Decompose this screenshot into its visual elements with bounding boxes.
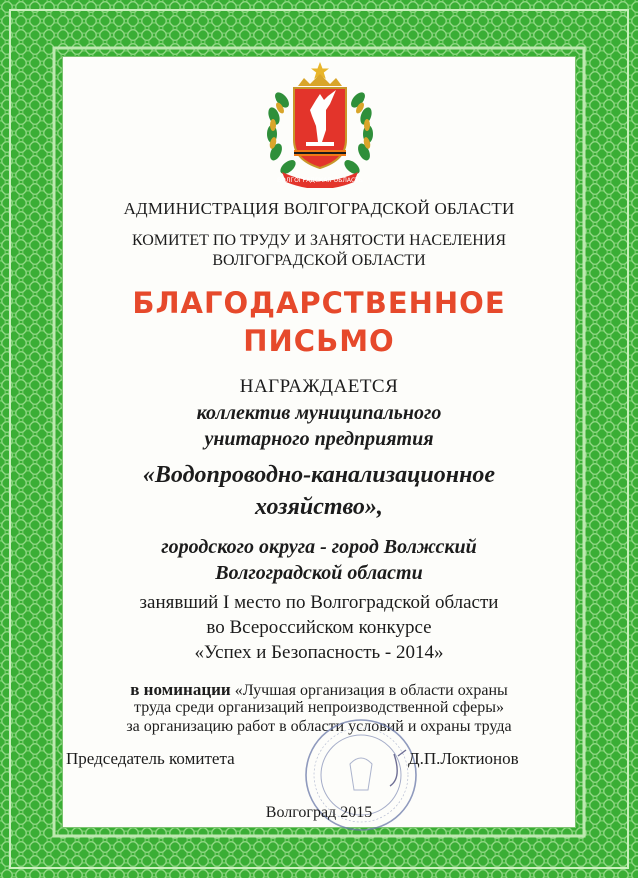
recipient-line6: Волгоградской области [215, 562, 423, 584]
nomination-line1 [62, 680, 576, 700]
svg-text:ВОЛГОГРАДСКАЯ ОБЛАСТЬ: ВОЛГОГРАДСКАЯ ОБЛАСТЬ [277, 177, 363, 184]
nomination-text-line1: «Лучшая организация в области охраны [234, 682, 508, 699]
signatory-name: Д.П.Локтионов [408, 749, 519, 768]
recipient-line5: городского округа - город Волжский [161, 536, 477, 558]
reason-line2: во Всероссийском конкурсе [206, 617, 432, 638]
recipient-line1: коллектив муниципального [196, 402, 442, 424]
administration-heading: АДМИНИСТРАЦИЯ ВОЛГОГРАДСКОЙ ОБЛАСТИ [123, 199, 515, 218]
nomination-line3: за организацию работ в области условий и охраны труда [126, 718, 512, 735]
nomination-label: в номинации [130, 680, 231, 699]
volgograd-coat-of-arms-icon [258, 60, 382, 188]
certificate-title-line1: БЛАГОДАРСТВЕННОЕ [132, 286, 506, 320]
certificate-body [62, 56, 576, 828]
place-and-year: Волгоград 2015 [265, 804, 373, 821]
awarded-label: НАГРАЖДАЕТСЯ [239, 376, 399, 397]
nomination-line2: труда среди организаций непроизводственной сферы» [134, 699, 504, 716]
committee-heading-line2: ВОЛГОГРАДСКОЙ ОБЛАСТИ [212, 252, 426, 269]
certificate-title-line2: ПИСЬМО [243, 324, 395, 358]
signatory-position: Председатель комитета [66, 749, 235, 768]
recipient-line3: «Водопроводно-канализационное [142, 462, 496, 488]
recipient-line2: унитарного предприятия [204, 428, 434, 450]
recipient-line4: хозяйство», [255, 494, 383, 520]
reason-line1: занявший I место по Волгоградской области [139, 592, 499, 613]
reason-line3: «Успех и Безопасность - 2014» [194, 642, 444, 663]
committee-heading-line1: КОМИТЕТ ПО ТРУДУ И ЗАНЯТОСТИ НАСЕЛЕНИЯ [131, 232, 507, 249]
